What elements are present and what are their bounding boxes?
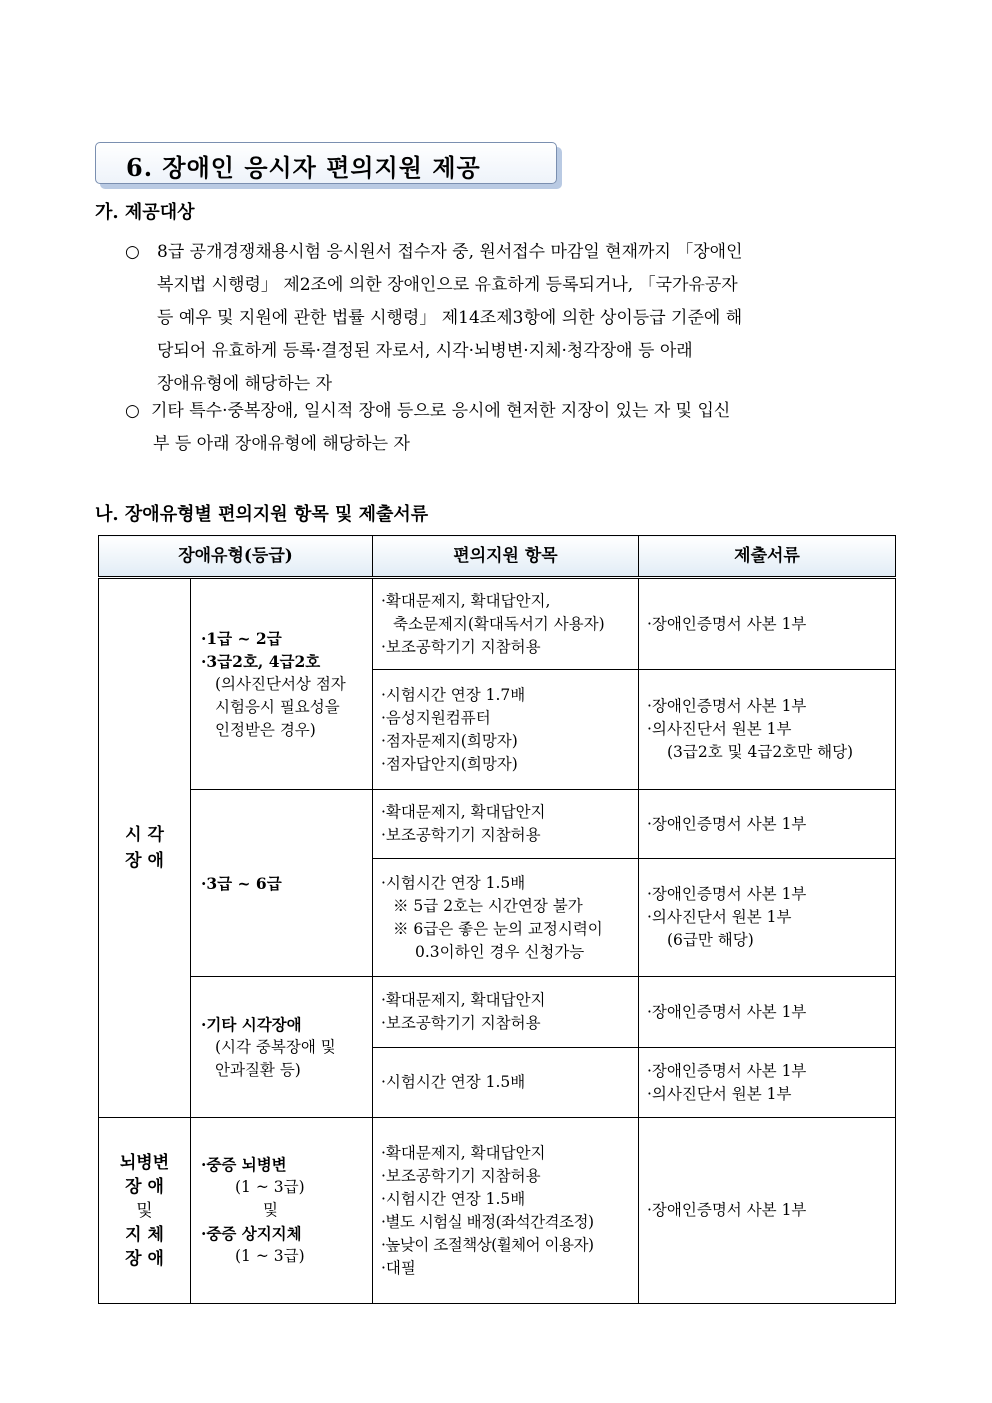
label-line: 및	[136, 1200, 153, 1221]
item-line: ·대필	[381, 1258, 416, 1277]
item-line: ·확대문제지, 확대답안지	[381, 803, 546, 821]
items-cell	[373, 977, 639, 1048]
grade-cell	[191, 977, 373, 1118]
target-item-2	[125, 395, 900, 461]
docs-cell	[639, 790, 896, 859]
docs-cell	[639, 977, 896, 1048]
items-cell	[373, 859, 639, 977]
grade-note: 시험응시 필요성을	[215, 697, 340, 716]
visual-label	[99, 578, 191, 1118]
items-cell	[373, 578, 639, 670]
para-line: 당되어 유효하게 등록·결정된 자로서, 시각·뇌병변·지체·청각장애 등 아래	[157, 341, 693, 361]
item-line: ·보조공학기기 지참허용	[381, 826, 541, 844]
item-line: 축소문제지(확대독서기 사용자)	[393, 614, 605, 633]
note-line: ※ 6급은 좋은 눈의 교정시력이	[393, 919, 603, 938]
doc-line: ·의사진단서 원본 1부	[647, 1084, 792, 1103]
item-line: ·보조공학기기 지참허용	[381, 637, 541, 656]
item-line: ·시험시간 연장 1.5배	[381, 1189, 526, 1208]
grade-line: ·3급 ~ 6급	[201, 873, 282, 893]
section-b-heading: 나. 장애유형별 편의지원 항목 및 제출서류	[95, 504, 429, 525]
grade-note: (의사진단서상 점자	[215, 674, 346, 693]
grade-note: (시각 중복장애 및	[215, 1037, 336, 1056]
para-line: 8급 공개경쟁채용시험 응시원서 접수자 중, 원서접수 마감일 현재까지 「장애인	[157, 242, 743, 262]
docs-cell	[639, 859, 896, 977]
label-line: 지 체	[125, 1224, 164, 1245]
docs-cell	[639, 1118, 896, 1304]
doc-line: ·장애인증명서 사본 1부	[647, 1061, 807, 1080]
doc-line: ·장애인증명서 사본 1부	[647, 697, 807, 715]
item-line: ·확대문제지, 확대답안지	[381, 1143, 546, 1162]
items-cell	[373, 1048, 639, 1118]
item-line: ·보조공학기기 지참허용	[381, 1166, 541, 1185]
grade-note: 인정받은 경우)	[215, 720, 316, 739]
note-line: ※ 5급 2호는 시간연장 불가	[393, 896, 583, 915]
item-line: ·확대문제지, 확대답안지	[381, 991, 546, 1009]
para-line: 부 등 아래 장애유형에 해당하는 자	[153, 434, 410, 454]
docs-cell	[639, 670, 896, 790]
item-line: ·보조공학기기 지참허용	[381, 1014, 541, 1032]
items-cell	[373, 790, 639, 859]
col-header-type: 장애유형(등급)	[99, 536, 373, 578]
item-line: ·점자문제지(희망자)	[381, 731, 518, 750]
doc-line: ·의사진단서 원본 1부	[647, 908, 792, 926]
grade-note: 안과질환 등)	[215, 1060, 301, 1079]
item-line: ·음성지원컴퓨터	[381, 708, 491, 727]
para-line: 기타 특수·중복장애, 일시적 장애 등으로 응시에 현저한 지장이 있는 자 및 입신	[151, 401, 731, 421]
doc-line: ·장애인증명서 사본 1부	[647, 1002, 807, 1021]
grade-line: ·중증 상지지체	[201, 1224, 302, 1243]
item-line: ·확대문제지, 확대답안지,	[381, 591, 551, 610]
grade-cell	[191, 578, 373, 790]
section-a-heading: 가. 제공대상	[95, 202, 195, 223]
col-header-docs: 제출서류	[639, 536, 896, 578]
grade-line: ·기타 시각장애	[201, 1014, 302, 1034]
item-line: ·시험시간 연장 1.5배	[381, 1073, 526, 1091]
para-line: 복지법 시행령」 제2조에 의한 장애인으로 유효하게 등록되거나, 「국가유공자	[157, 275, 738, 295]
item-line: ·시험시간 연장 1.5배	[381, 873, 526, 892]
grade-cell	[191, 790, 373, 977]
doc-line: ·장애인증명서 사본 1부	[647, 1201, 807, 1219]
grade-line: ·중증 뇌병변	[201, 1155, 287, 1174]
doc-line: (6급만 해당)	[667, 931, 754, 949]
docs-cell	[639, 578, 896, 670]
label-line: 장 애	[125, 1176, 164, 1197]
doc-line: (3급2호 및 4급2호만 해당)	[667, 743, 854, 761]
doc-line: ·장애인증명서 사본 1부	[647, 814, 807, 833]
items-cell	[373, 1118, 639, 1304]
doc-line: ·장애인증명서 사본 1부	[647, 614, 807, 633]
para-line: 등 예우 및 지원에 관한 법률 시행령」 제14조제3항에 의한 상이등급 기준에 해	[157, 308, 743, 328]
item-line: ·높낮이 조절책상(휠체어 이용자)	[381, 1235, 594, 1254]
page-title: 6. 장애인 응시자 편의지원 제공	[126, 153, 481, 182]
grade-cell	[191, 1118, 373, 1304]
item-line: ·별도 시험실 배정(좌석간격조정)	[381, 1212, 594, 1231]
para-line: 장애유형에 해당하는 자	[157, 374, 333, 394]
brain-label	[99, 1118, 191, 1304]
doc-line: ·의사진단서 원본 1부	[647, 720, 792, 738]
support-table	[98, 535, 896, 1304]
title-box	[95, 142, 557, 184]
label-line: 장 애	[125, 851, 164, 871]
item-line: ·점자답안지(희망자)	[381, 754, 518, 773]
target-item-1	[125, 236, 900, 402]
label-line: 뇌병변	[119, 1152, 170, 1173]
circle-bullet: ○	[125, 242, 140, 262]
note-line: 0.3이하인 경우 신청가능	[415, 942, 585, 961]
items-cell	[373, 670, 639, 790]
grade-line: ·3급2호, 4급2호	[201, 651, 321, 671]
doc-line: ·장애인증명서 사본 1부	[647, 885, 807, 903]
grade-note: (1 ~ 3급)	[235, 1178, 305, 1196]
grade-note: 및	[263, 1201, 278, 1219]
col-header-items: 편의지원 항목	[373, 536, 639, 578]
item-line: ·시험시간 연장 1.7배	[381, 685, 526, 704]
label-line: 장 애	[125, 1248, 164, 1269]
docs-cell	[639, 1048, 896, 1118]
grade-line: ·1급 ~ 2급	[201, 628, 282, 648]
grade-note: (1 ~ 3급)	[235, 1247, 305, 1265]
circle-bullet: ○	[125, 401, 140, 421]
label-line: 시 각	[125, 825, 164, 845]
